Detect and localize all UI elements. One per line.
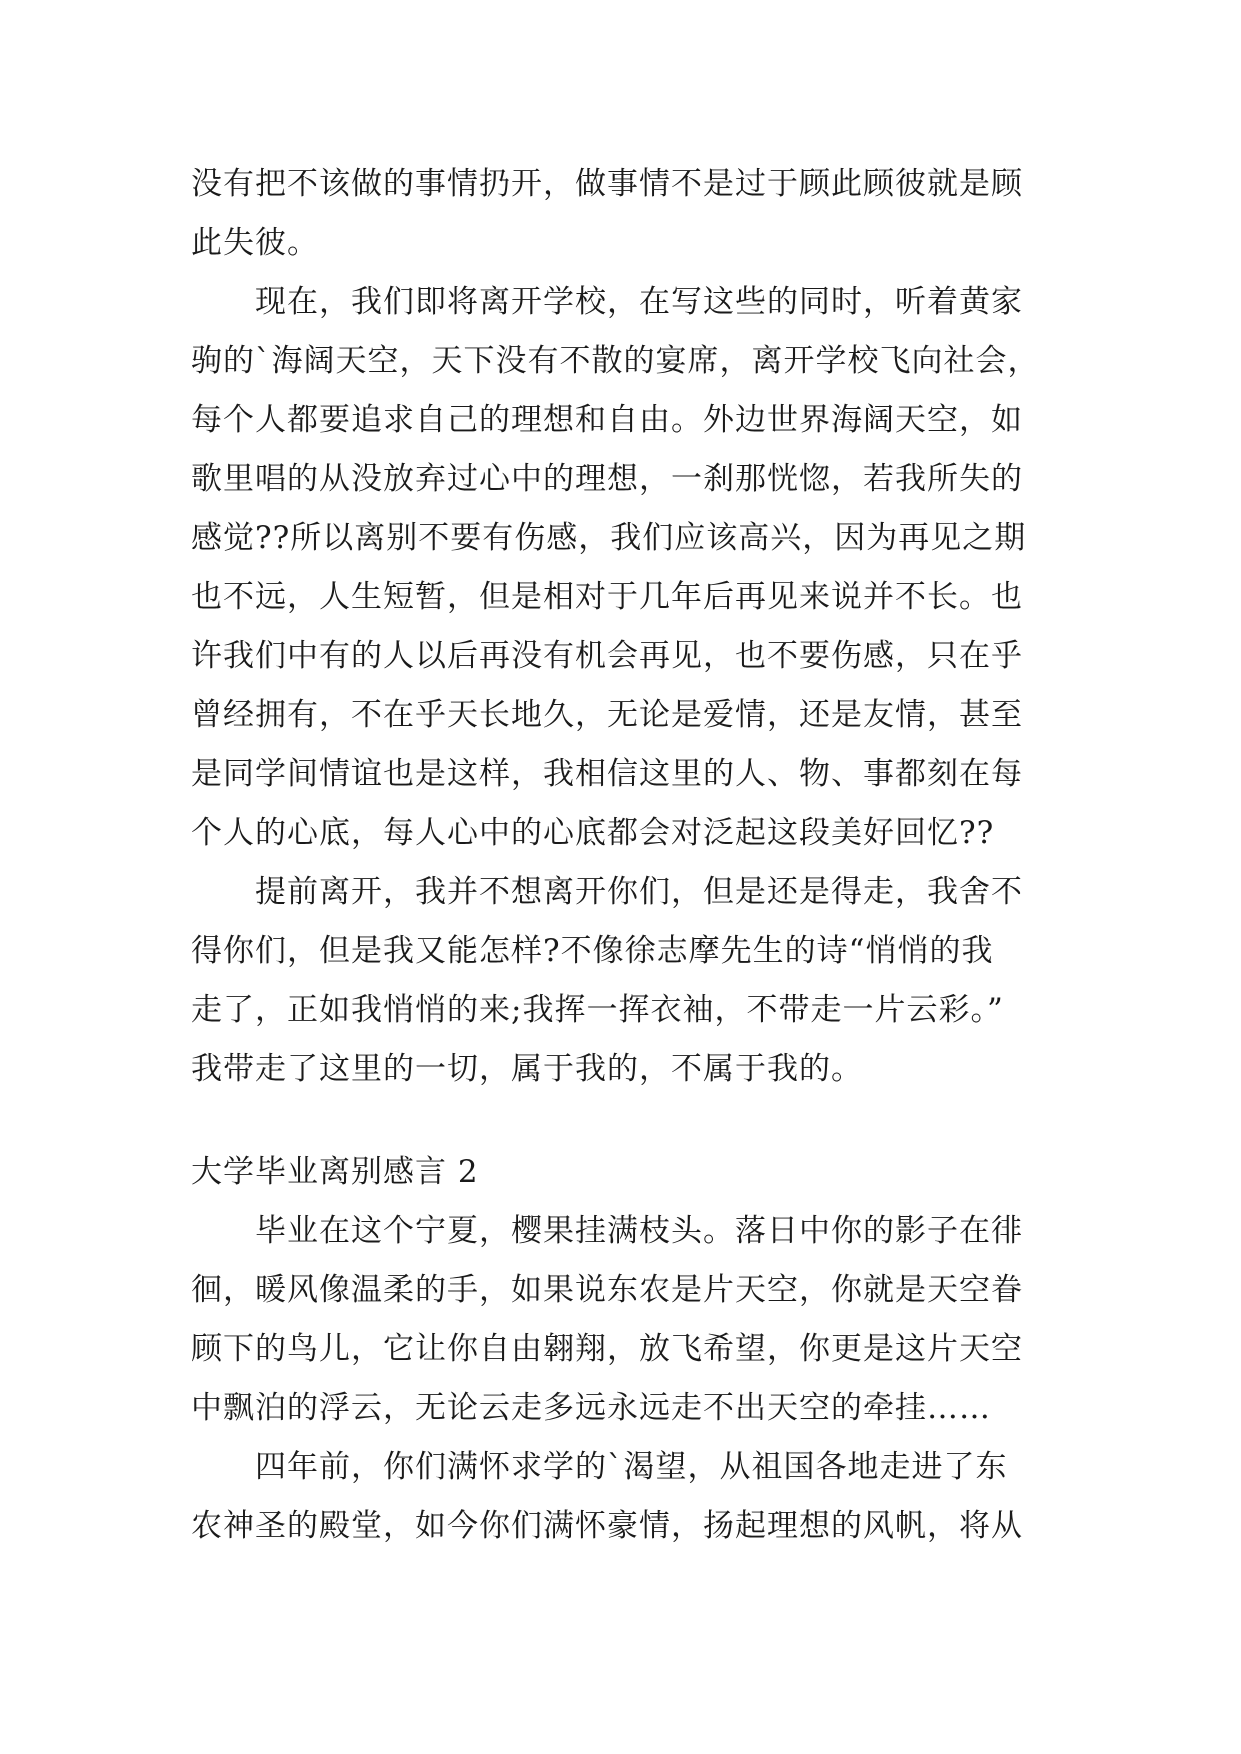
text-line: 是同学间情谊也是这样，我相信这里的人、物、事都刻在每 xyxy=(191,756,1023,792)
text-line: 中飘泊的浮云，无论云走多远永远走不出天空的牵挂…… xyxy=(191,1390,991,1426)
essay-part-1 xyxy=(191,155,1051,1099)
section-heading-block xyxy=(191,1143,1051,1202)
text-line: 感觉??所以离别不要有伤感，我们应该高兴，因为再见之期 xyxy=(191,520,1027,556)
text-line: 每个人都要追求自己的理想和自由。外边世界海阔天空，如 xyxy=(191,402,1023,438)
text-line: 个人的心底，每人心中的心底都会对泛起这段美好回忆?? xyxy=(191,815,995,851)
paragraph-start-line: 现在，我们即将离开学校，在写这些的同时，听着黄家 xyxy=(255,284,1023,320)
text-line: 徊，暖风像温柔的手，如果说东农是片天空，你就是天空眷 xyxy=(191,1272,1023,1308)
text-line: 没有把不该做的事情扔开，做事情不是过于顾此顾彼就是顾 xyxy=(191,166,1023,202)
paragraph-start-line: 毕业在这个宁夏，樱果挂满枝头。落日中你的影子在徘 xyxy=(255,1213,1023,1249)
paragraph-start-line: 四年前，你们满怀求学的`渴望，从祖国各地走进了东 xyxy=(255,1449,1008,1485)
text-line: 曾经拥有，不在乎天长地久，无论是爱情，还是友情，甚至 xyxy=(191,697,1023,733)
text-line: 得你们，但是我又能怎样?不像徐志摩先生的诗“悄悄的我 xyxy=(191,933,994,969)
text-line: 歌里唱的从没放弃过心中的理想，一刹那恍惚，若我所失的 xyxy=(191,461,1023,497)
text-line: 也不远，人生短暂，但是相对于几年后再见来说并不长。也 xyxy=(191,579,1023,615)
paragraph-start-line: 提前离开，我并不想离开你们，但是还是得走，我舍不 xyxy=(255,874,1023,910)
text-line: 我带走了这里的一切，属于我的，不属于我的。 xyxy=(191,1051,863,1087)
text-line: 许我们中有的人以后再没有机会再见，也不要伤感，只在乎 xyxy=(191,638,1023,674)
section-heading: 大学毕业离别感言 2 xyxy=(191,1154,479,1190)
text-line: 驹的`海阔天空，天下没有不散的宴席，离开学校飞向社会， xyxy=(191,343,1040,379)
text-line: 顾下的鸟儿，它让你自由翱翔，放飞希望，你更是这片天空 xyxy=(191,1331,1023,1367)
text-line: 走了，正如我悄悄的来;我挥一挥衣袖，不带走一片云彩。” xyxy=(191,992,1004,1028)
text-line: 农神圣的殿堂，如今你们满怀豪情，扬起理想的风帆，将从 xyxy=(191,1508,1023,1544)
text-line: 此失彼。 xyxy=(191,225,319,261)
essay-part-2 xyxy=(191,1202,1051,1556)
